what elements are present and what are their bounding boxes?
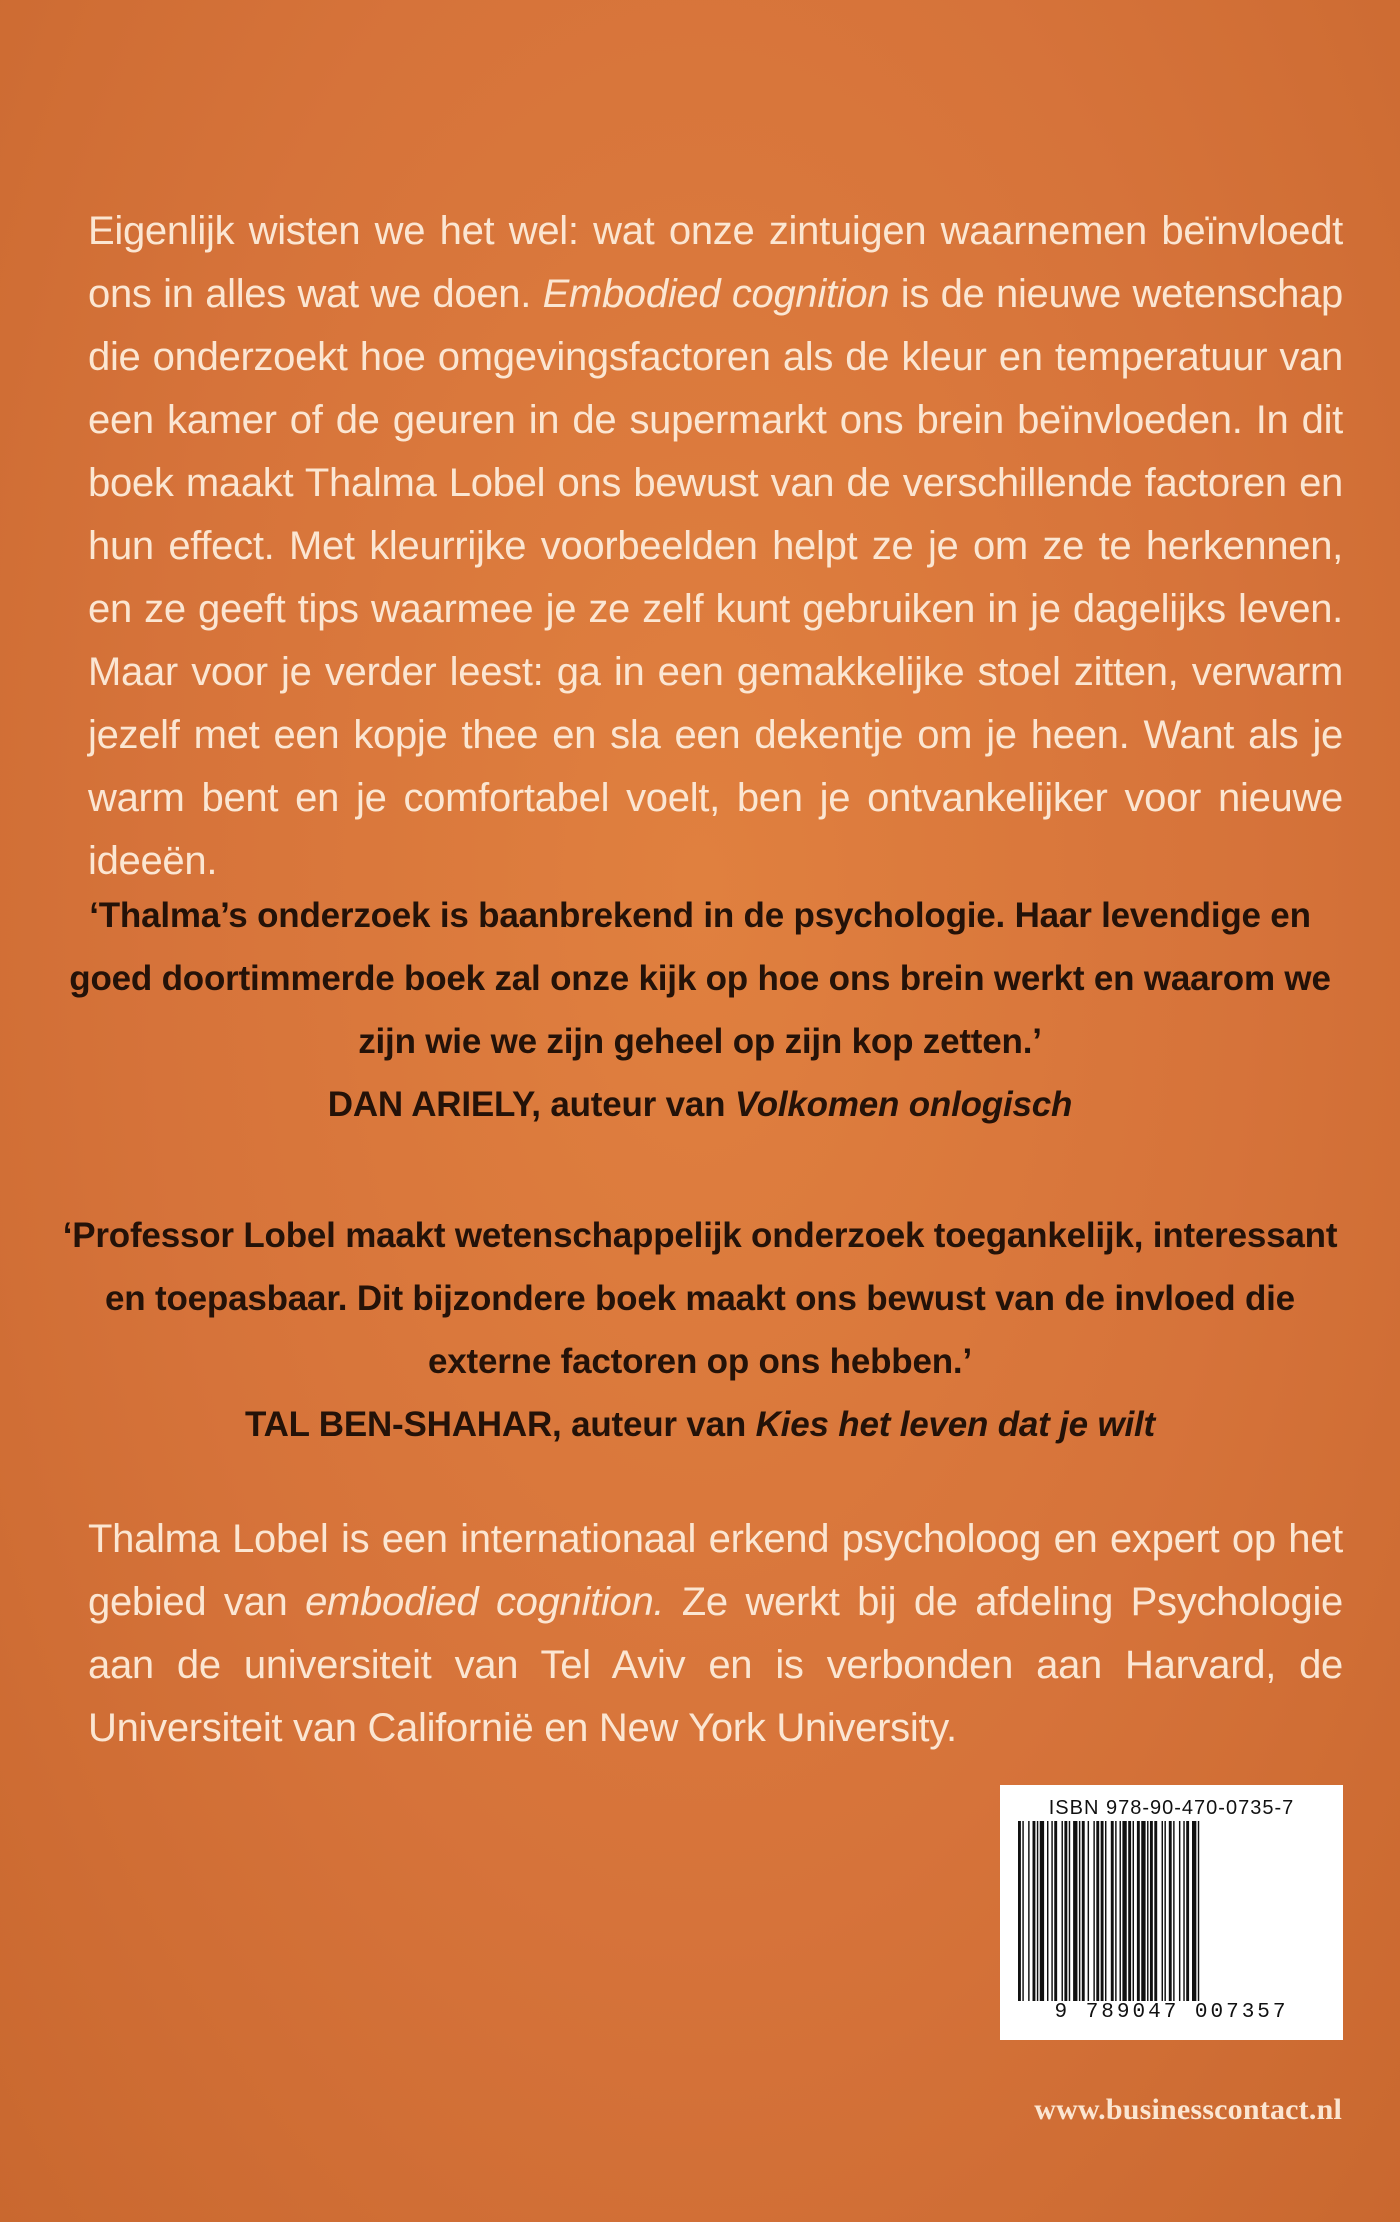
quote-text: ‘Professor Lobel maakt wetenschappelijk onderzoek toegankelijk, interessant en toepasbaar. Dit bijzondere boek maakt ons bewust van de invloed die externe factoren op ons hebben.’ xyxy=(62,1216,1338,1381)
blurb-term: Embodied cognition xyxy=(542,272,890,316)
isbn-label: ISBN 978-90-470-0735-7 xyxy=(1048,1797,1295,1819)
bio-text-part1: Thalma Lobel is een internationaal erkend psycholoog en expert op het gebied van xyxy=(88,1517,1343,1624)
barcode-bar xyxy=(1141,1821,1145,2001)
isbn-barcode xyxy=(1000,1785,1343,2040)
barcode-bar xyxy=(1122,1821,1126,2001)
barcode-bar xyxy=(1028,1821,1029,2001)
bio-text-part2: Ze werkt bij de afdeling Psychologie aan de universiteit van Tel Aviv en is verbonden aan Harvard, de Universiteit van Californië en New York University. xyxy=(88,1580,1343,1750)
barcode-bar xyxy=(1169,1821,1172,2001)
barcode-bar xyxy=(1037,1821,1038,2001)
publisher-website: www.businesscontact.nl xyxy=(1034,2093,1342,2126)
barcode-bar xyxy=(1120,1821,1121,2001)
barcode-bar xyxy=(1062,1821,1063,2001)
quote-text: ‘Thalma’s onderzoek is baanbrekend in de psychologie. Haar levendige en goed doortimmerde boek zal onze kijk op hoe ons brein werkt en waarom we zijn wie we zijn geheel op zijn kop zetten.’ xyxy=(69,896,1331,1061)
barcode-bar xyxy=(1073,1821,1077,2001)
barcode-bar xyxy=(1082,1821,1085,2001)
barcode-bar xyxy=(1096,1821,1099,2001)
barcode-digits: 9 789047 007357 xyxy=(1054,2001,1289,2024)
quote-book-title: Volkomen onlogisch xyxy=(734,1085,1073,1124)
barcode-bar xyxy=(1162,1821,1163,2001)
barcode-bar xyxy=(1051,1821,1052,2001)
barcode-bar xyxy=(1105,1821,1106,2001)
barcode-bar xyxy=(1179,1821,1180,2001)
blurb-paragraph xyxy=(88,200,1343,893)
barcode-bar xyxy=(1198,1821,1199,2001)
barcode-bar xyxy=(1069,1821,1070,2001)
barcode-bar xyxy=(1154,1821,1157,2001)
barcode-bar xyxy=(1047,1821,1048,2001)
barcode-bar xyxy=(1040,1821,1044,2001)
barcode-bar xyxy=(1093,1821,1094,2001)
barcode-bar xyxy=(1150,1821,1153,2001)
barcode-bar xyxy=(1164,1821,1165,2001)
quote-author: DAN ARIELY xyxy=(327,1085,532,1124)
barcode-bar xyxy=(1173,1821,1174,2001)
barcode-bar xyxy=(1115,1821,1116,2001)
quote-tal-ben-shahar xyxy=(60,1204,1340,1456)
author-bio xyxy=(88,1508,1343,1760)
blurb-text-part1: Eigenlijk wisten we het wel: wat onze zintuigen waarnemen beïnvloedt ons in alles wat we doen. xyxy=(88,209,1343,316)
barcode-bar xyxy=(1088,1821,1089,2001)
blurb-text-part2: is de nieuwe wetenschap die onderzoekt hoe omgevingsfactoren als de kleur en temperatuur van een kamer of de geuren in de supermarkt ons brein beïnvloeden. In dit boek maakt Thalma Lobel ons bewust van de verschillende factoren en hun effect. Met kleurrijke voorbeelden helpt ze je om ze te herkennen, en ze geeft tips waarmee je ze zelf kunt gebruiken in je dagelijks leven. Maar voor je verder leest: ga in een gemakkelijke stoel zitten, verwarm jezelf met een kopje thee en sla een dekentje om je heen. Want als je warm bent en je comfortabel voelt, ben je ontvankelijker voor nieuwe ideeën. xyxy=(88,272,1343,883)
quote-author-suffix: , auteur van xyxy=(531,1085,735,1124)
quote-author-suffix: , auteur van xyxy=(552,1405,756,1444)
barcode-bar xyxy=(1128,1821,1131,2001)
barcode-bar xyxy=(1018,1821,1021,2001)
barcode-bar xyxy=(1079,1821,1080,2001)
quote-dan-ariely xyxy=(60,884,1340,1136)
barcode-bar xyxy=(1054,1821,1057,2001)
quote-book-title: Kies het leven dat je wilt xyxy=(755,1405,1155,1444)
bio-term: embodied cognition. xyxy=(305,1580,665,1624)
barcode-bars xyxy=(1014,1821,1329,2001)
barcode-bar xyxy=(1186,1821,1189,2001)
barcode-bar xyxy=(1183,1821,1184,2001)
quote-attribution xyxy=(60,1073,1340,1136)
barcode-bar xyxy=(1033,1821,1036,2001)
quote-author: TAL BEN-SHAHAR xyxy=(245,1405,553,1444)
barcode-bar xyxy=(1064,1821,1067,2001)
barcode-bar xyxy=(1101,1821,1104,2001)
barcode-bar xyxy=(1133,1821,1134,2001)
quote-attribution xyxy=(60,1393,1340,1456)
barcode-bar xyxy=(1147,1821,1148,2001)
barcode-bar xyxy=(1137,1821,1140,2001)
barcode-bar xyxy=(1192,1821,1196,2001)
barcode-bar xyxy=(1111,1821,1114,2001)
barcode-bar xyxy=(1022,1821,1023,2001)
